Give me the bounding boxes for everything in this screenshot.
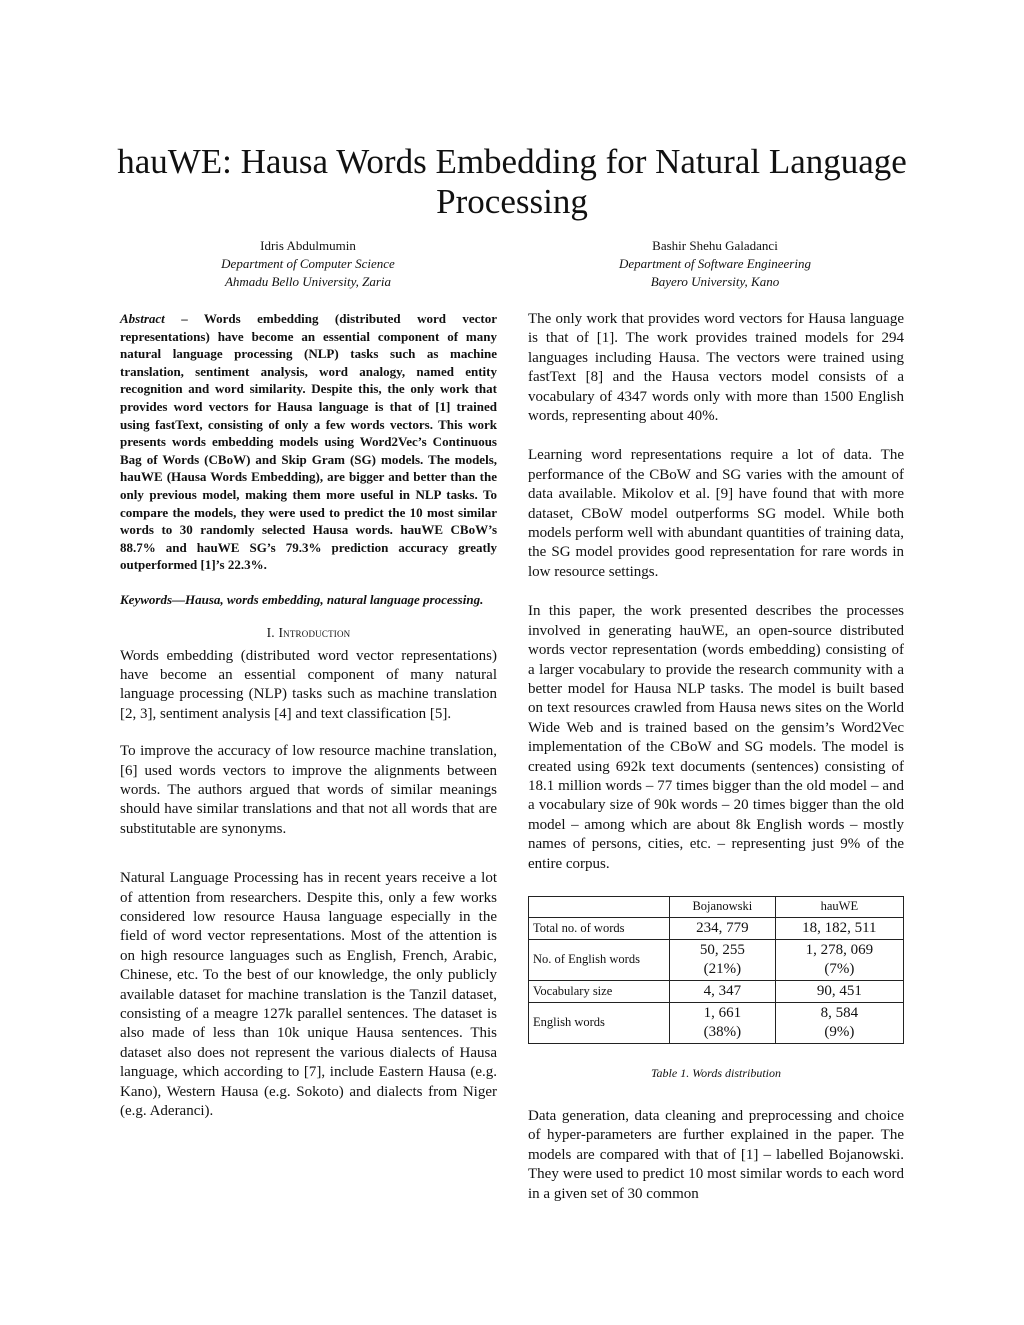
cell-value: 4, 347 — [703, 982, 742, 999]
paper-title: hauWE: Hausa Words Embedding for Natural Language Processing — [117, 142, 907, 221]
table-row — [529, 980, 904, 1002]
cell-percent: (38%) — [703, 1023, 742, 1040]
cell-value: 50, 255 — [699, 941, 745, 958]
section-heading-introduction — [120, 625, 497, 641]
author-university: Bayero University, Kano — [650, 274, 780, 289]
section-title: Introduction — [278, 624, 351, 640]
abstract-text: – Words embedding (distributed word vector representations) have become an essential component of many natural language processing (NLP) tasks such as machine translation, sentiment analysis, word analogy, named entity recognition and word similarity. Despite this, the only work that provides word vectors for Hausa language is that of [1] trained using fastText, consisting of only a few words vectors. This work presents words embedding models using Word2Vec’s Continuous Bag of Words (CBoW) and Skip Gram (SG) models. The models, hauWE (Hausa Words Embedding), are bigger and better than the only previous model, making them more useful in NLP tasks. To compare the models, they were used to predict the 10 most similar words to 30 randomly selected Hausa words. hauWE CBoW’s 88.7% and hauWE SG’s 79.3% prediction accuracy greatly outperformed [1]’s 22.3%. — [120, 311, 497, 573]
table-header-row — [529, 896, 904, 917]
cell-value: 1, 278, 069 — [805, 941, 874, 958]
author-name: Bashir Shehu Galadanci — [652, 238, 778, 253]
intro-paragraph-3: Natural Language Processing has in recent years receive a lot of attention from researchers. Despite this, only a few works considered low resource Hausa language especially in the field of word vector representations. Most of the attention is on high resource languages such as English, French, Arabic, Chinese, etc. To the best of our knowledge, the only publicly available dataset for machine translation is the Tanzil dataset, consisting of a meagre 127k parallel sentences. The dataset is also made of less than 10k unique Hausa sentences. This dataset also does not represent the various dialects of Hausa language, which according to [7], include Eastern Hausa (e.g. Kano), Western Hausa (e.g. Sokoto) and dialects from Niger (e.g. Aderanci). — [120, 870, 497, 1120]
cell-value: 8, 584 — [820, 1004, 859, 1021]
table-row-label: Vocabulary size — [529, 980, 670, 1002]
cell-value: 90, 451 — [816, 982, 862, 999]
intro-paragraph-1: Words embedding (distributed word vector representations) have become an essential component of many natural language processing (NLP) tasks such as machine translation [2, 3], sentiment analysis [4] and text classification [5]. — [120, 647, 497, 722]
keywords: Keywords—Hausa, words embedding, natural language processing. — [120, 591, 484, 607]
section-number: I. — [266, 624, 275, 640]
abstract — [120, 310, 497, 574]
author-department: Department of Computer Science — [221, 256, 395, 271]
author-block-1 — [148, 237, 468, 291]
table-row-label: No. of English words — [529, 939, 670, 980]
table-cell — [775, 939, 903, 980]
table-row — [529, 917, 904, 939]
intro-paragraph-2: To improve the accuracy of low resource machine translation, [6] used words vectors to improve the alignments between words. The authors argued that words of similar meanings should have similar translations and that not all words that are substitutable are synonyms. — [120, 743, 497, 837]
table-cell — [775, 1002, 903, 1043]
table-row — [529, 1002, 904, 1043]
author-block-2 — [555, 237, 875, 291]
table-cell — [670, 939, 776, 980]
right-paragraph-4: Data generation, data cleaning and preprocessing and choice of hyper-parameters are further explained in the paper. The models are compared with that of [1] – labelled Bojanowski. They were used to predict 10 most similar words to each word in a given set of 30 common — [528, 1107, 904, 1202]
author-department: Department of Software Engineering — [619, 256, 811, 271]
left-column — [120, 310, 497, 1121]
words-distribution-table — [528, 896, 904, 1044]
right-paragraph-2: Learning word representations require a lot of data. The performance of the CBoW and SG varies with the amount of data available. Mikolov et al. [9] have found that with more dataset, CBoW model outperforms SG model. While both models perform well with abundant quantities of training data, the SG model provides good representation for rare words in low resource settings. — [528, 447, 904, 580]
cell-percent: (9%) — [824, 1023, 855, 1040]
table-header-cell: hauWE — [775, 896, 903, 917]
author-university: Ahmadu Bello University, Zaria — [224, 274, 392, 289]
abstract-label: Abstract — [120, 311, 165, 326]
cell-value: 1, 661 — [703, 1004, 742, 1021]
table-row — [529, 939, 904, 980]
table-header-cell — [529, 896, 670, 917]
table-cell — [670, 917, 776, 939]
cell-value: 18, 182, 511 — [802, 919, 877, 936]
table-caption: Table 1. Words distribution — [650, 1065, 782, 1080]
right-paragraph-3: In this paper, the work presented describes the processes involved in generating hauWE, an open-source distributed words vector representation (words embedding) consisting of a larger vocabulary to provide the research community with a better model for Hausa NLP tasks. The model is built based on text resources crawled from Hausa news sites on the World Wide Web and is trained based on the gensim’s Word2Vec implementation of the CBoW and SG models. The model is created using 692k text documents (sentences) consisting of 18.1 million words – 77 times bigger than the old model – and a vocabulary size of 90k words – 20 times bigger than the old model – among which are about 8k English words – mostly names of persons, cities, etc. – representing just 9% of the entire corpus. — [528, 603, 904, 872]
table-cell — [670, 980, 776, 1002]
table-cell — [775, 917, 903, 939]
table-header-cell: Bojanowski — [670, 896, 776, 917]
cell-percent: (7%) — [824, 960, 855, 977]
right-paragraph-1: The only work that provides word vectors for Hausa language is that of [1]. The work provides trained models for 294 languages including Hausa. The vectors were trained using fastText [8] and the Hausa vectors model consists of a vocabulary of 4347 words only with more than 1500 English words, representing about 40%. — [528, 311, 904, 425]
right-column — [528, 310, 904, 1204]
table-cell — [670, 1002, 776, 1043]
table-row-label: English words — [529, 1002, 670, 1043]
table-row-label: Total no. of words — [529, 917, 670, 939]
cell-percent: (21%) — [703, 960, 742, 977]
table-cell — [775, 980, 903, 1002]
author-name: Idris Abdulmumin — [260, 238, 356, 253]
cell-value: 234, 779 — [696, 919, 749, 936]
